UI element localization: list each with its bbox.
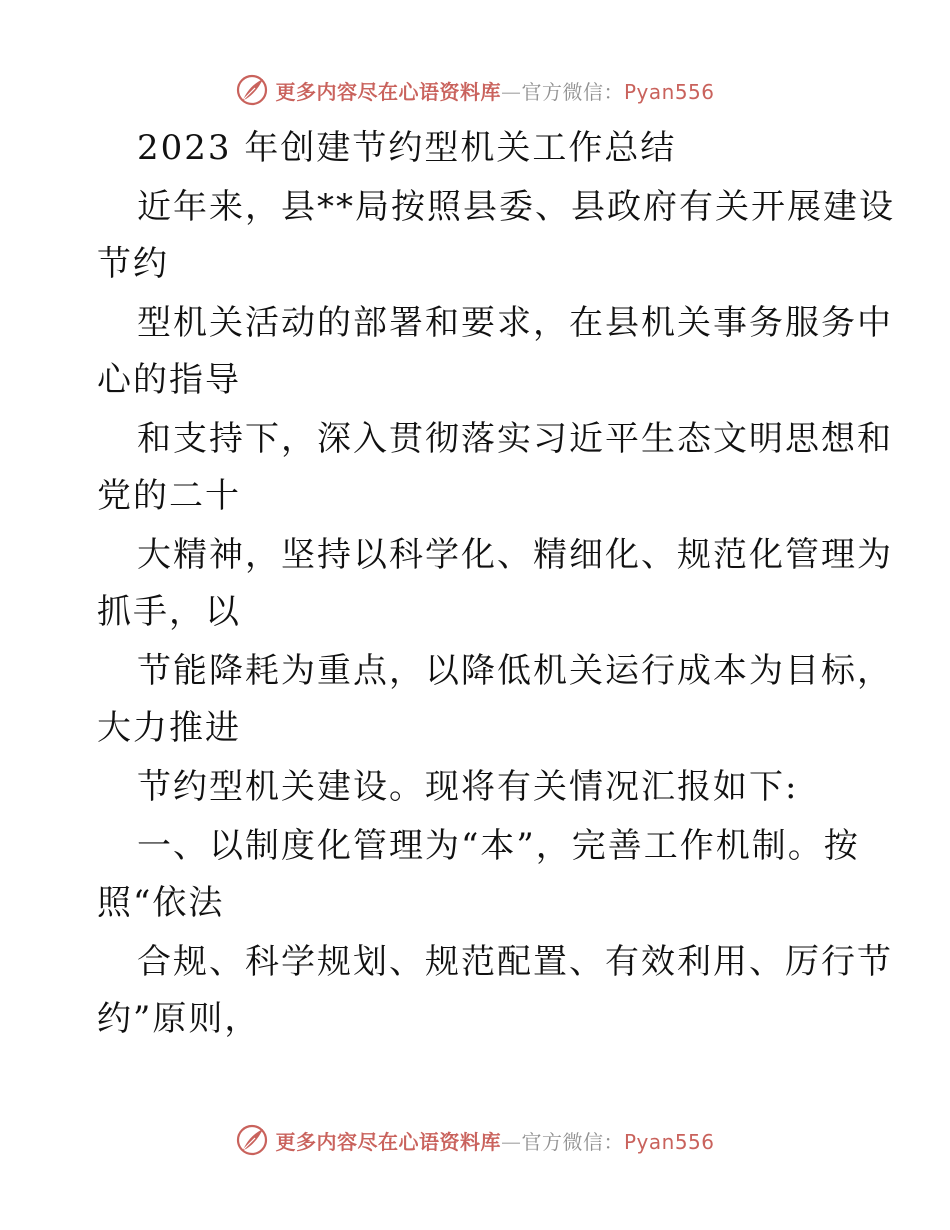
body-line-5: 和支持下，深入贯彻落实习近平生态文明思想和 [137, 419, 893, 459]
watermark-brand: 更多内容尽在心语资料库 [275, 79, 501, 104]
header-watermark [0, 70, 950, 110]
body-line-2: 节约 [97, 244, 169, 284]
body-line-8: 抓手，以 [97, 592, 241, 632]
watermark-channel: 官方微信： [521, 79, 624, 104]
body-line-14: 合规、科学规划、规范配置、有效利用、厉行节 [137, 942, 893, 982]
watermark-account: Pyan556 [623, 1129, 715, 1154]
watermark-brand: 更多内容尽在心语资料库 [275, 1129, 501, 1154]
body-line-4: 心的指导 [97, 360, 241, 400]
body-line-10: 大力推进 [97, 708, 241, 748]
body-line-15: 约”原则， [97, 999, 261, 1039]
footer-watermark [0, 1120, 950, 1160]
watermark-text [275, 76, 714, 105]
document-title: 2023 年创建节约型机关工作总结 [137, 128, 677, 168]
body-line-3: 型机关活动的部署和要求，在县机关事务服务中 [137, 303, 893, 343]
watermark-text [275, 1126, 714, 1155]
feather-pen-logo-icon [235, 1123, 269, 1157]
body-line-13: 照“依法 [97, 883, 225, 923]
feather-pen-logo-icon [235, 73, 269, 107]
body-line-1: 近年来，县**局按照县委、县政府有关开展建设 [137, 187, 895, 227]
watermark-dash: — [500, 1129, 522, 1154]
body-line-6: 党的二十 [97, 476, 241, 516]
watermark-account: Pyan556 [623, 79, 715, 104]
body-line-7: 大精神，坚持以科学化、精细化、规范化管理为 [137, 535, 893, 575]
body-line-12: 一、以制度化管理为“本”，完善工作机制。按 [137, 826, 860, 866]
body-line-11: 节约型机关建设。现将有关情况汇报如下: [137, 767, 799, 807]
body-line-9: 节能降耗为重点，以降低机关运行成本为目标， [137, 651, 893, 691]
watermark-dash: — [500, 79, 522, 104]
watermark-channel: 官方微信： [521, 1129, 624, 1154]
